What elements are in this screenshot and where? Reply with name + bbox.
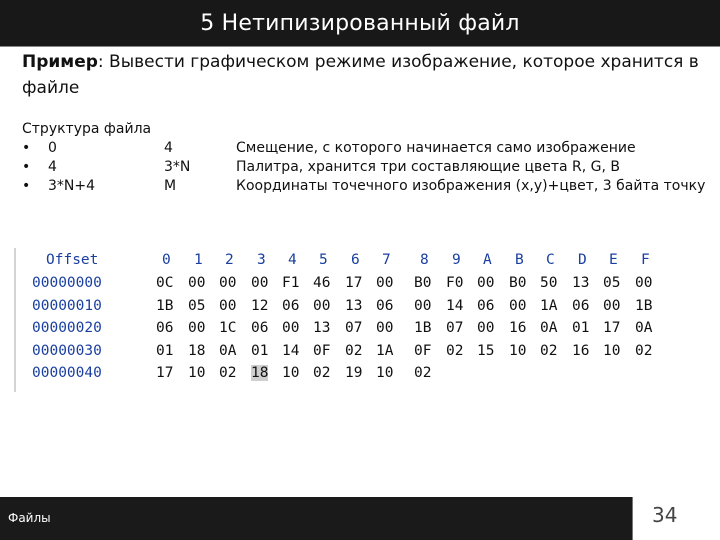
hex-byte: 00: [477, 320, 495, 336]
structure-description: Координаты точечного изображения (x,y)+цвет, 3 байта точку: [236, 178, 706, 194]
hex-byte: 00: [414, 298, 432, 314]
hex-byte: 13: [572, 275, 590, 291]
hex-byte: 16: [572, 343, 590, 359]
hex-row: [16, 320, 662, 342]
hex-column-header: 5: [319, 252, 328, 268]
hex-byte: 1C: [219, 320, 237, 336]
hex-byte: 1B: [635, 298, 653, 314]
hex-byte: 10: [509, 343, 527, 359]
hex-byte: 18: [188, 343, 206, 359]
hex-byte: 02: [219, 365, 237, 381]
hex-byte: 10: [188, 365, 206, 381]
hex-byte: 05: [188, 298, 206, 314]
hex-byte: 06: [282, 298, 300, 314]
hex-column-header: B: [515, 252, 524, 268]
hex-byte: 02: [446, 343, 464, 359]
hex-byte: 00: [477, 275, 495, 291]
page-number: 34: [652, 503, 678, 527]
slide-title: 5 Нетипизированный файл: [200, 10, 520, 36]
hex-byte: 15: [477, 343, 495, 359]
hex-byte: 50: [540, 275, 558, 291]
hex-row: [16, 275, 662, 297]
title-divider: [0, 46, 720, 47]
hex-row: [16, 298, 662, 320]
hex-column-header: C: [546, 252, 555, 268]
hex-byte: 17: [156, 365, 174, 381]
hex-byte: 46: [313, 275, 331, 291]
hex-column-header: 6: [351, 252, 360, 268]
hex-byte: 00: [376, 320, 394, 336]
hex-byte: 0A: [219, 343, 237, 359]
hex-row-offset: 00000000: [32, 275, 102, 291]
title-bar: [0, 0, 720, 46]
hex-row-offset: 00000010: [32, 298, 102, 314]
footer-bar: [0, 497, 632, 540]
hex-header-row: [16, 252, 662, 272]
hex-byte: 01: [251, 343, 269, 359]
hex-column-header: 1: [194, 252, 203, 268]
structure-offset: 4: [48, 159, 57, 175]
hex-byte: 06: [156, 320, 174, 336]
hex-byte: 12: [251, 298, 269, 314]
hex-byte: 14: [282, 343, 300, 359]
structure-offset: 0: [48, 140, 57, 156]
hex-byte: 05: [603, 275, 621, 291]
hex-byte: 00: [282, 320, 300, 336]
hex-byte: 00: [251, 275, 269, 291]
hex-byte: 0A: [635, 320, 653, 336]
example-label: Пример: [22, 52, 98, 72]
hex-column-header: D: [578, 252, 587, 268]
hex-byte: 10: [282, 365, 300, 381]
hex-byte: 00: [635, 275, 653, 291]
hex-row: [16, 365, 662, 387]
hex-byte: 1A: [376, 343, 394, 359]
hex-byte: 17: [345, 275, 363, 291]
hex-byte: 00: [376, 275, 394, 291]
structure-description: Палитра, хранится три составляющие цвета R, G, B: [236, 159, 621, 175]
bullet: •: [22, 178, 31, 194]
hex-byte: 0F: [313, 343, 331, 359]
hex-column-header: 9: [452, 252, 461, 268]
hex-row-offset: 00000020: [32, 320, 102, 336]
hex-byte: 02: [313, 365, 331, 381]
hex-byte: 0F: [414, 343, 432, 359]
hex-column-header: 4: [288, 252, 297, 268]
hex-byte: F0: [446, 275, 464, 291]
hex-byte: 06: [251, 320, 269, 336]
hex-column-header: 3: [257, 252, 266, 268]
hex-column-header: 2: [225, 252, 234, 268]
hex-column-header: F: [641, 252, 650, 268]
hex-row-offset: 00000030: [32, 343, 102, 359]
hex-byte: 00: [603, 298, 621, 314]
hex-byte: 10: [603, 343, 621, 359]
structure-title: Структура файла: [22, 121, 152, 137]
bullet: •: [22, 140, 31, 156]
structure-description: Смещение, с которого начинается само изображение: [236, 140, 636, 156]
hex-dump-view: [14, 248, 662, 392]
hex-byte: 06: [572, 298, 590, 314]
hex-byte: 06: [376, 298, 394, 314]
hex-column-header: A: [483, 252, 492, 268]
hex-byte: 1B: [414, 320, 432, 336]
hex-byte: 17: [603, 320, 621, 336]
bullet: •: [22, 159, 31, 175]
hex-byte: 19: [345, 365, 363, 381]
hex-byte: 1B: [156, 298, 174, 314]
hex-byte: 00: [313, 298, 331, 314]
hex-byte: 00: [188, 320, 206, 336]
hex-byte: 00: [219, 298, 237, 314]
hex-byte: B0: [414, 275, 432, 291]
hex-byte: 0A: [540, 320, 558, 336]
hex-row: [16, 343, 662, 365]
hex-byte: 00: [188, 275, 206, 291]
hex-byte: 18: [251, 365, 269, 381]
hex-byte: 13: [345, 298, 363, 314]
hex-byte: 10: [376, 365, 394, 381]
structure-size: 3*N: [164, 159, 191, 175]
example-paragraph: [22, 49, 702, 101]
hex-byte: 01: [156, 343, 174, 359]
structure-offset: 3*N+4: [48, 178, 96, 194]
hex-column-header: 0: [162, 252, 171, 268]
hex-byte: 01: [572, 320, 590, 336]
structure-size: 4: [164, 140, 173, 156]
hex-column-header: E: [609, 252, 618, 268]
hex-byte: 00: [219, 275, 237, 291]
hex-byte: 14: [446, 298, 464, 314]
hex-byte: 00: [509, 298, 527, 314]
hex-byte: 06: [477, 298, 495, 314]
hex-byte: 02: [635, 343, 653, 359]
example-text: : Вывести графическом режиме изображение, которое хранится в файле: [22, 52, 699, 98]
hex-offset-header: Offset: [46, 252, 99, 268]
hex-byte: 02: [345, 343, 363, 359]
hex-byte: F1: [282, 275, 300, 291]
structure-size: M: [164, 178, 177, 194]
hex-byte: 13: [313, 320, 331, 336]
hex-byte: 07: [446, 320, 464, 336]
hex-byte: B0: [509, 275, 527, 291]
hex-byte: 02: [414, 365, 432, 381]
hex-row-offset: 00000040: [32, 365, 102, 381]
hex-byte: 02: [540, 343, 558, 359]
hex-byte: 1A: [540, 298, 558, 314]
hex-byte: 0C: [156, 275, 174, 291]
hex-column-header: 8: [420, 252, 429, 268]
footer-divider: [632, 497, 633, 540]
hex-byte: 16: [509, 320, 527, 336]
hex-byte: 07: [345, 320, 363, 336]
footer-label: Файлы: [8, 511, 51, 525]
hex-column-header: 7: [382, 252, 391, 268]
